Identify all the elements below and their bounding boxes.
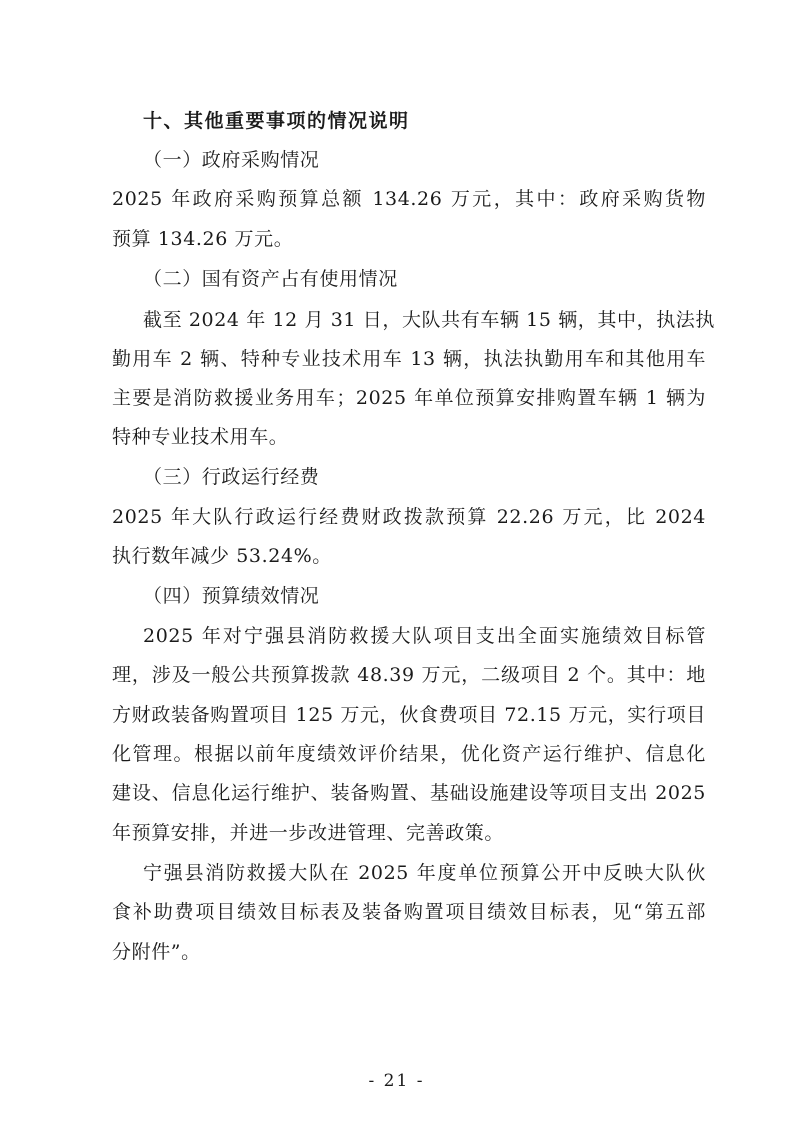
procurement-line-1: 2025 年政府采购预算总额 134.26 万元，其中：政府采购货物 [112,188,706,210]
assets-line-2: 勤用车 2 辆、特种专业技术用车 13 辆，执法执勤用车和其他用车 [112,348,706,370]
assets-line-1: 截至 2024 年 12 月 31 日，大队共有车辆 15 辆，其中，执法执 [143,309,716,331]
assets-title: （二）国有资产占有使用情况 [143,268,398,290]
procurement-line-2: 预算 134.26 万元。 [112,228,294,250]
performance-line-2: 理，涉及一般公共预算拨款 48.39 万元，二级项目 2 个。其中：地 [112,664,706,686]
performance-line-6: 年预算安排，并进一步改进管理、完善政策。 [112,822,505,844]
performance-line-5: 建设、信息化运行维护、装备购置、基础设施建设等项目支出 2025 [112,782,706,804]
note-line-1: 宁强县消防救援大队在 2025 年度单位预算公开中反映大队伙 [143,862,706,884]
section-heading: 十、其他重要事项的情况说明 [143,110,410,132]
note-line-3: 分附件”。 [112,941,201,963]
assets-line-3: 主要是消防救援业务用车；2025 年单位预算安排购置车辆 1 辆为 [112,387,706,409]
performance-line-4: 化管理。根据以前年度绩效评价结果，优化资产运行维护、信息化 [112,743,706,765]
admin-costs-title: （三）行政运行经费 [143,466,320,488]
performance-title: （四）预算绩效情况 [143,585,320,607]
assets-line-4: 特种专业技术用车。 [112,426,289,448]
note-line-2: 食补助费项目绩效目标表及装备购置项目绩效目标表，见“第五部 [112,901,706,923]
procurement-title: （一）政府采购情况 [143,149,320,171]
admin-costs-line-2: 执行数年减少 53.24%。 [112,545,332,567]
admin-costs-line-1: 2025 年大队行政运行经费财政拨款预算 22.26 万元，比 2024 [112,506,706,528]
page-number: - 21 - [368,1071,425,1091]
performance-line-3: 方财政装备购置项目 125 万元，伙食费项目 72.15 万元，实行项目 [112,704,706,726]
performance-line-1: 2025 年对宁强县消防救援大队项目支出全面实施绩效目标管 [143,625,706,647]
